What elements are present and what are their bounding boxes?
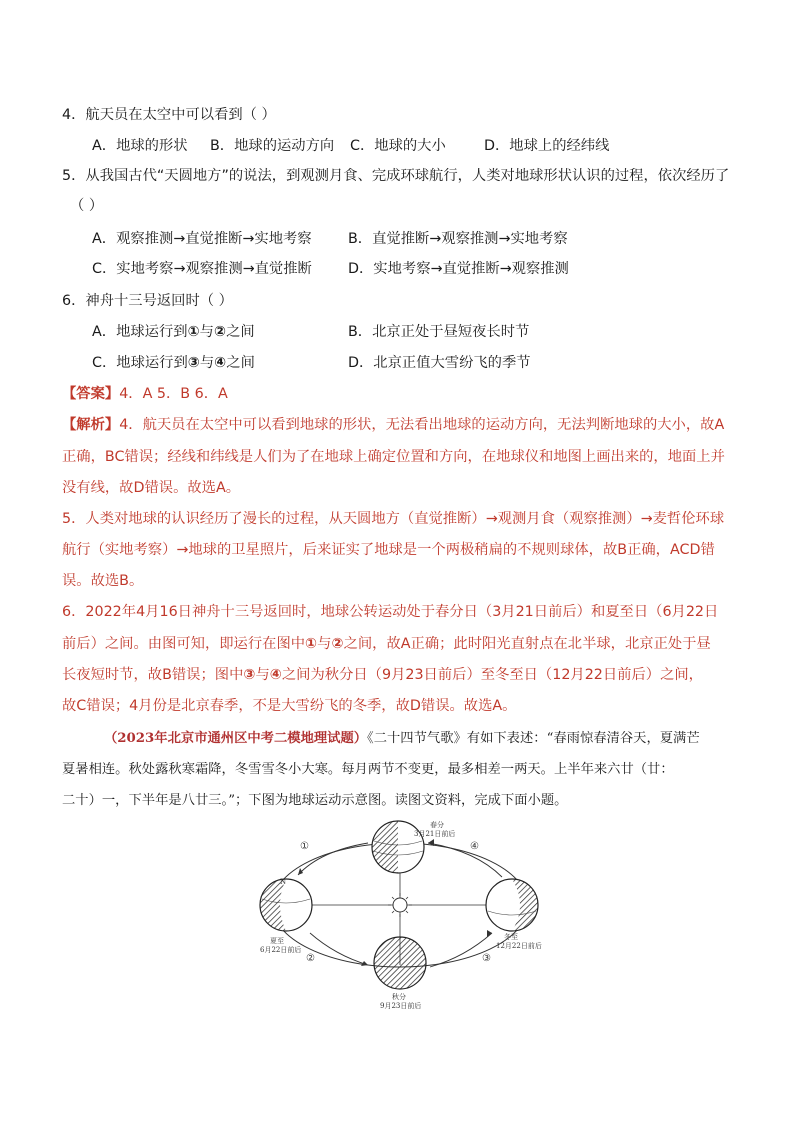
source-title: （2023年北京市通州区中考二模地理试题）: [104, 731, 368, 746]
q6-stem: 6．神舟十三号返回时（ ）: [62, 293, 233, 309]
q6-option-a-between: 之间: [226, 324, 255, 340]
analysis-p6-line3: [62, 664, 726, 684]
arrowhead: [487, 930, 492, 937]
q5-option-a: A．观察推测→直觉推断→实地考察: [92, 231, 312, 247]
circled-number: ③: [187, 355, 200, 371]
q4-option-d: D．地球上的经纬线: [484, 138, 610, 154]
q6-option-c-and: 与: [199, 355, 215, 371]
circled-number: ①: [187, 324, 200, 340]
stage-2-label: ②: [306, 953, 315, 964]
summer-date: 6月22日前后: [260, 946, 302, 954]
q6-option-c: [92, 352, 255, 372]
circled-number: ②: [331, 636, 344, 652]
arrowhead: [298, 868, 303, 875]
winter-date: 12月22日前后: [496, 942, 542, 950]
autumn-label: 秋分: [392, 993, 406, 1001]
earth-winter-solstice: [486, 879, 538, 931]
earth-summer-solstice: [260, 878, 312, 931]
source-line3: 二十）一，下半年是八廿三。”；下图为地球运动示意图。读图文资料，完成下面小题。: [62, 793, 568, 808]
circled-number: ④: [269, 667, 282, 683]
source-line2: 夏暑相连。秋处露秋寒霜降，冬雪雪冬小大寒。每月两节不变更，最多相差一两天。上半年来六廿（廿：: [62, 762, 674, 777]
q6-option-c-between: 之间: [226, 355, 255, 371]
analysis-p6-line4: 故C错误；4月份是北京春季，不是大雪纷飞的冬季，故D错误。故选A。: [62, 698, 517, 714]
analysis-p6-text: 前后）之间。由图可知，即运行在图中: [62, 636, 306, 652]
q5-option-d: D．实地考察→直觉推断→观察推测: [348, 261, 569, 277]
stage-4-label: ④: [470, 841, 479, 852]
earth-spring-equinox: [372, 821, 424, 873]
analysis-tag: 【解析】: [62, 417, 120, 433]
arrow-winter-to-spring: [428, 843, 502, 877]
stage-3-label: ③: [482, 953, 491, 964]
q6-option-a-and: 与: [199, 324, 214, 340]
earth-autumn-equinox: [374, 937, 426, 989]
north-pole-mark: N: [280, 878, 287, 886]
stage-1-label: ①: [300, 841, 309, 852]
analysis-p6-text: 之间，故A正确；此时阳光直射点在北半球，北京正处于昼: [343, 636, 711, 652]
circled-number: ④: [214, 355, 227, 371]
source-text: 《二十四节气歌》有如下表述：“春雨惊春清谷天，夏满芒: [367, 731, 700, 746]
q6-option-c-text: C．地球运行到: [92, 355, 188, 371]
q6-option-d: D．北京正值大雪纷飞的季节: [348, 355, 531, 371]
earth-revolution-diagram: [240, 815, 560, 1020]
analysis-p5-line3: 误。故选B。: [62, 573, 144, 589]
analysis-p5-line2: 航行（实地考察）→地球的卫星照片，后来证实了地球是一个两极稍扁的不规则球体，故B正确，ACD错: [62, 542, 715, 558]
analysis-p6-line2: [62, 633, 726, 653]
winter-label: 冬至: [504, 933, 518, 941]
q5-stem-line2: （ ）: [70, 198, 104, 214]
analysis-line1: [62, 414, 726, 434]
q4-stem: 4．航天员在太空中可以看到（ ）: [62, 107, 276, 123]
source-line1: [104, 727, 700, 746]
circled-number: ①: [305, 636, 318, 652]
q6-option-a-text: A．地球运行到: [92, 324, 188, 340]
q5-stem-line1: 5．从我国古代“天圆地方”的说法，到观测月食、完成环球航行，人类对地球形状认识的过程，依次经历了: [62, 168, 730, 184]
answer-text: 4．A 5．B 6．A: [119, 386, 228, 402]
spring-date: 3月21日前后: [414, 830, 456, 838]
answer-line: [62, 383, 228, 403]
analysis-line3: 没有线，故D错误。故选A。: [62, 480, 241, 496]
spring-label: 春分: [430, 821, 444, 829]
analysis-p6-and: 与: [255, 667, 270, 683]
analysis-p6-and: 与: [317, 636, 332, 652]
q6-option-b: B．北京正处于昼短夜长时节: [348, 324, 530, 340]
analysis-p6-text: 长夜短时节，故B错误；图中: [62, 667, 244, 683]
circled-number: ③: [243, 667, 256, 683]
analysis-p5-line1: 5．人类对地球的认识经历了漫长的过程，从天圆地方（直觉推断）→观测月食（观察推测）→麦哲伦环球: [62, 511, 725, 527]
autumn-date: 9月23日前后: [380, 1002, 422, 1010]
analysis-line2: 正确，BC错误；经线和纬线是人们为了在地球上确定位置和方向，在地球仪和地图上画出来的，地面上并: [62, 449, 725, 465]
q4-option-b: B．地球的运动方向: [210, 138, 335, 154]
answer-tag: 【答案】: [62, 386, 120, 402]
analysis-p6-text: 之间为秋分日（9月23日前后）至冬至日（12月22日前后）之间，: [281, 667, 703, 683]
q4-option-a: A．地球的形状: [92, 138, 188, 154]
q5-option-b: B．直觉推断→观察推测→实地考察: [348, 231, 568, 247]
analysis-text: 4．航天员在太空中可以看到地球的形状，无法看出地球的运动方向，无法判断地球的大小，故A: [119, 417, 725, 433]
analysis-p6-line1: 6．2022年4月16日神舟十三号返回时，地球公转运动处于春分日（3月21日前后）和夏至日（6月22日: [62, 604, 719, 620]
q5-option-c: C．实地考察→观察推测→直觉推断: [92, 261, 312, 277]
circled-number: ②: [213, 324, 227, 340]
q6-option-a: [92, 321, 255, 341]
q4-option-c: C．地球的大小: [350, 138, 446, 154]
summer-label: 夏至: [270, 937, 284, 945]
